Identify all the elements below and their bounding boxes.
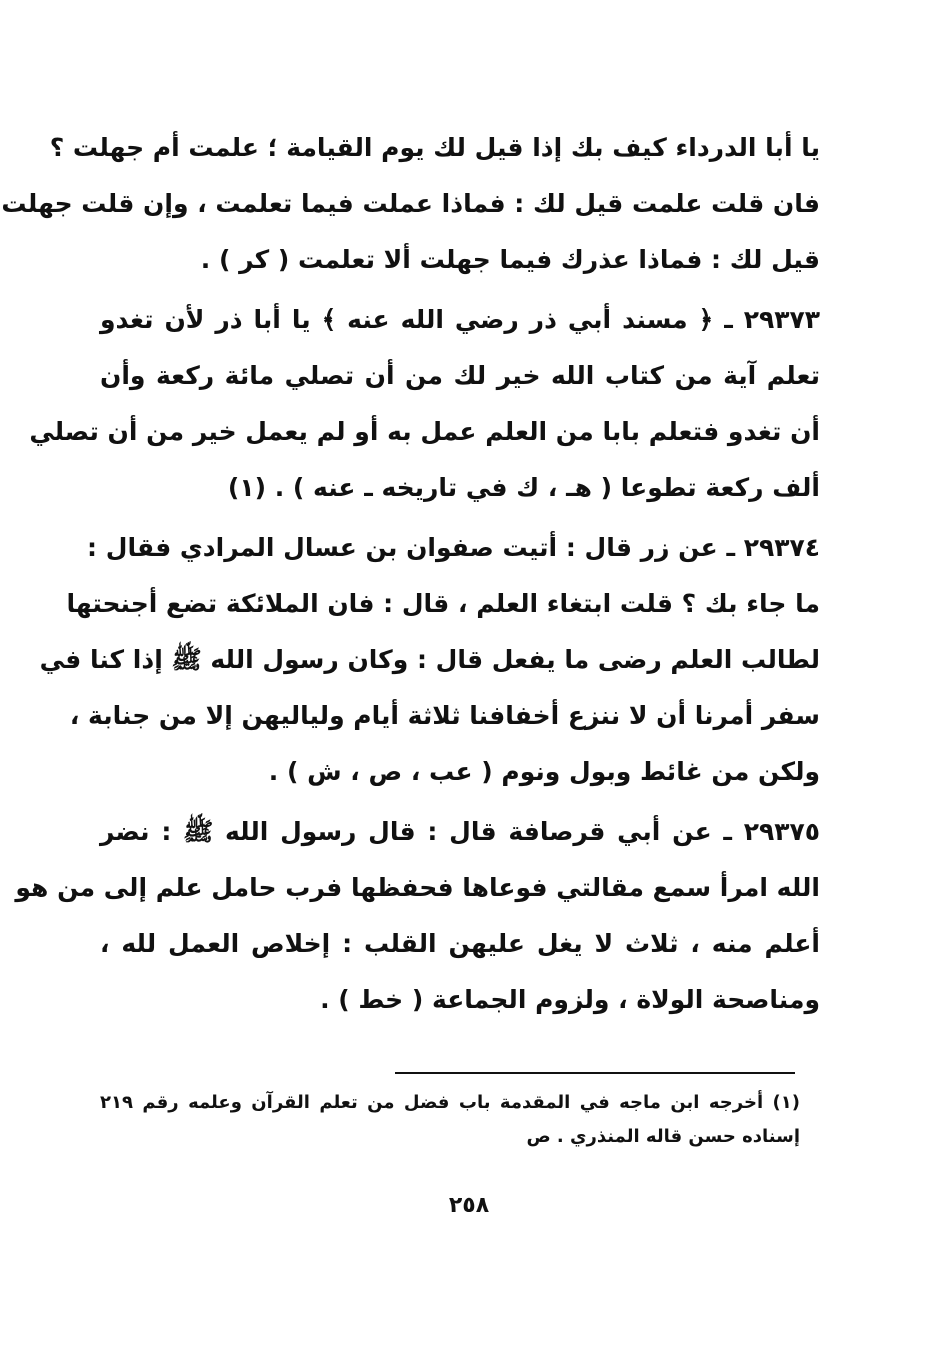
text-line: فان قلت علمت قيل لك : فماذا عملت فيما تعلمت ، وإن قلت جهلت	[1, 189, 820, 218]
footnote-line: (١) أخرجه ابن ماجه في المقدمة باب فضل من تعلم القرآن وعلمه رقم ٢١٩	[100, 1092, 800, 1113]
hadith-29373-line: ٢٩٣٧٣ ـ ﴿ مسند أبي ذر رضي الله عنه ﴾ يا أبا ذر لأن تغدو	[100, 305, 820, 334]
text-line: أعلم منه ، ثلاث لا يغل عليهن القلب : إخلاص العمل لله ،	[100, 929, 820, 958]
hadith-29375-line: ٢٩٣٧٥ ـ عن أبي قرصافة قال : قال رسول الله ﷺ : نضر	[100, 817, 820, 846]
text-line: سفر أمرنا أن لا ننزع أخفافنا ثلاثة أيام ولياليهن إلا من جنابة ،	[69, 701, 820, 730]
text-line: ولكن من غائط وبول ونوم ( عب ، ص ، ش ) .	[268, 757, 820, 786]
text-line: لطالب العلم رضى ما يفعل قال : وكان رسول الله ﷺ إذا كنا في	[39, 645, 820, 674]
main-text	[1, 120, 820, 1028]
text-line: ما جاء بك ؟ قلت ابتغاء العلم ، قال : فان الملائكة تضع أجنحتها	[66, 589, 820, 618]
footnote-line: إسناده حسن قاله المنذري . ص	[526, 1126, 800, 1147]
text-line: قيل لك : فماذا عذرك فيما جهلت ألا تعلمت ( كر ) .	[200, 245, 820, 274]
text-line: تعلم آية من كتاب الله خير لك من أن تصلي مائة ركعة وأن	[100, 361, 820, 390]
text-line: الله امرأ سمع مقالتي فوعاها فحفظها فرب حامل علم إلى من هو	[15, 873, 820, 902]
text-line: ألف ركعة تطوعا ( هـ ، ك في تاريخه ـ عنه ) . (١)	[227, 473, 820, 502]
text-line: ومناصحة الولاة ، ولزوم الجماعة ( خط ) .	[320, 985, 820, 1014]
text-line: أن تغدو فتعلم بابا من العلم عمل به أو لم يعمل خير من أن تصلي	[29, 417, 820, 446]
footnote	[100, 1086, 800, 1154]
footnote-divider	[395, 1072, 795, 1074]
text-line: يا أبا الدرداء كيف بك إذا قيل لك يوم القيامة ؛ علمت أم جهلت ؟	[49, 133, 820, 162]
page-number: ٢٥٨	[448, 1193, 490, 1218]
hadith-29374-line: ٢٩٣٧٤ ـ عن زر قال : أتيت صفوان بن عسال المرادي فقال :	[87, 533, 820, 562]
